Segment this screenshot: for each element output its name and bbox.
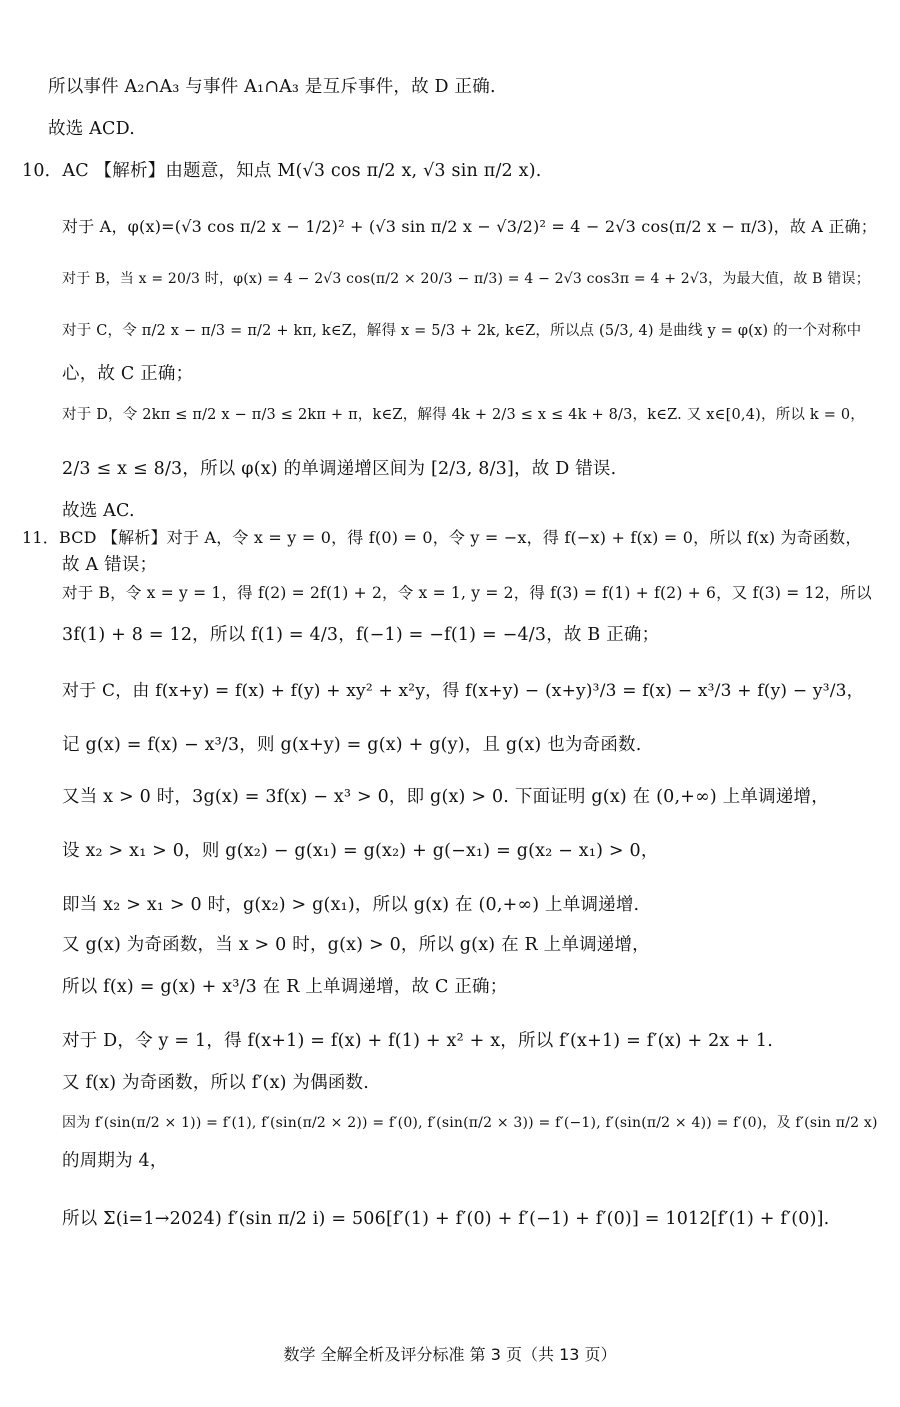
text-line: 因为 f′(sin(π/2 × 1)) = f′(1), f′(sin(π/2 × 2)) = f′(0), f′(sin(π/2 × 3)) = f′(−1), f′(sin(π/2 × 4)) = f′(0)，及 f′(sin π/2 x) <box>62 1115 878 1131</box>
text-line: 又当 x > 0 时，3g(x) = 3f(x) − x³ > 0，即 g(x) > 0. 下面证明 g(x) 在 (0,+∞) 上单调递增， <box>62 787 829 807</box>
text-line: 记 g(x) = f(x) − x³/3，则 g(x+y) = g(x) + g(y)，且 g(x) 也为奇函数. <box>62 735 642 755</box>
text-line: 的周期为 4， <box>62 1151 168 1171</box>
text-line: 对于 C，由 f(x+y) = f(x) + f(y) + xy² + x²y，得 f(x+y) − (x+y)³/3 = f(x) − x³/3 + f(y) − y³/3， <box>62 681 864 701</box>
text-line: 设 x₂ > x₁ > 0，则 g(x₂) − g(x₁) = g(x₂) + g(−x₁) = g(x₂ − x₁) > 0， <box>62 841 659 861</box>
text-line: 所以事件 A₂∩A₃ 与事件 A₁∩A₃ 是互斥事件，故 D 正确. <box>48 77 496 97</box>
text-line: 对于 A，φ(x)=(√3 cos π/2 x − 1/2)² + (√3 sin π/2 x − √3/2)² = 4 − 2√3 cos(π/2 x − π/3)，故 A 正确； <box>62 217 877 236</box>
text-line: 3f(1) + 8 = 12，所以 f(1) = 4/3，f(−1) = −f(1) = −4/3，故 B 正确； <box>62 625 660 645</box>
text-line: 又 g(x) 为奇函数，当 x > 0 时，g(x) > 0，所以 g(x) 在 R 上单调递增， <box>62 935 650 955</box>
text-line: 对于 B，令 x = y = 1，得 f(2) = 2f(1) + 2，令 x = 1, y = 2，得 f(3) = f(1) + f(2) + 6，又 f(3) = 12，所以 <box>62 584 872 602</box>
page-footer: 数学 全解全析及评分标准 第 3 页（共 13 页） <box>283 1345 617 1364</box>
text-line: 故选 ACD. <box>48 119 135 139</box>
text-line: 对于 C，令 π/2 x − π/3 = π/2 + kπ, k∈Z，解得 x = 5/3 + 2k, k∈Z，所以点 (5/3, 4) 是曲线 y = φ(x) 的一个对称中 <box>62 323 862 339</box>
text-line: 故选 AC. <box>62 501 135 521</box>
text-line: 所以 f(x) = g(x) + x³/3 在 R 上单调递增，故 C 正确； <box>62 977 508 997</box>
text-line: 对于 B，当 x = 20/3 时，φ(x) = 4 − 2√3 cos(π/2 × 20/3 − π/3) = 4 − 2√3 cos3π = 4 + 2√3，为最大值，故 B 错误； <box>62 271 870 287</box>
text-line: 故 A 错误； <box>62 555 158 575</box>
question-10-header: 10．AC 【解析】由题意，知点 M(√3 cos π/2 x, √3 sin π/2 x). <box>22 161 542 181</box>
text-line: 对于 D，令 2kπ ≤ π/2 x − π/3 ≤ 2kπ + π，k∈Z，解得 4k + 2/3 ≤ x ≤ 4k + 8/3，k∈Z. 又 x∈[0,4)，所以 k = 0， <box>62 407 865 423</box>
text-line: 又 f(x) 为奇函数，所以 f′(x) 为偶函数. <box>62 1073 369 1093</box>
text-line: 所以 Σ(i=1→2024) f′(sin π/2 i) = 506[f′(1) + f′(0) + f′(−1) + f′(0)] = 1012[f′(1) + f′(0)]. <box>62 1209 830 1229</box>
text-line: 2/3 ≤ x ≤ 8/3，所以 φ(x) 的单调递增区间为 [2/3, 8/3]，故 D 错误. <box>62 459 617 479</box>
text-line: 心，故 C 正确； <box>62 364 194 384</box>
question-11-header: 11．BCD 【解析】对于 A，令 x = y = 0，得 f(0) = 0，令 y = −x，得 f(−x) + f(x) = 0，所以 f(x) 为奇函数， <box>22 528 862 547</box>
text-line: 对于 D，令 y = 1，得 f(x+1) = f(x) + f(1) + x² + x，所以 f′(x+1) = f′(x) + 2x + 1. <box>62 1031 773 1051</box>
text-line: 即当 x₂ > x₁ > 0 时，g(x₂) > g(x₁)，所以 g(x) 在 (0,+∞) 上单调递增. <box>62 895 640 915</box>
